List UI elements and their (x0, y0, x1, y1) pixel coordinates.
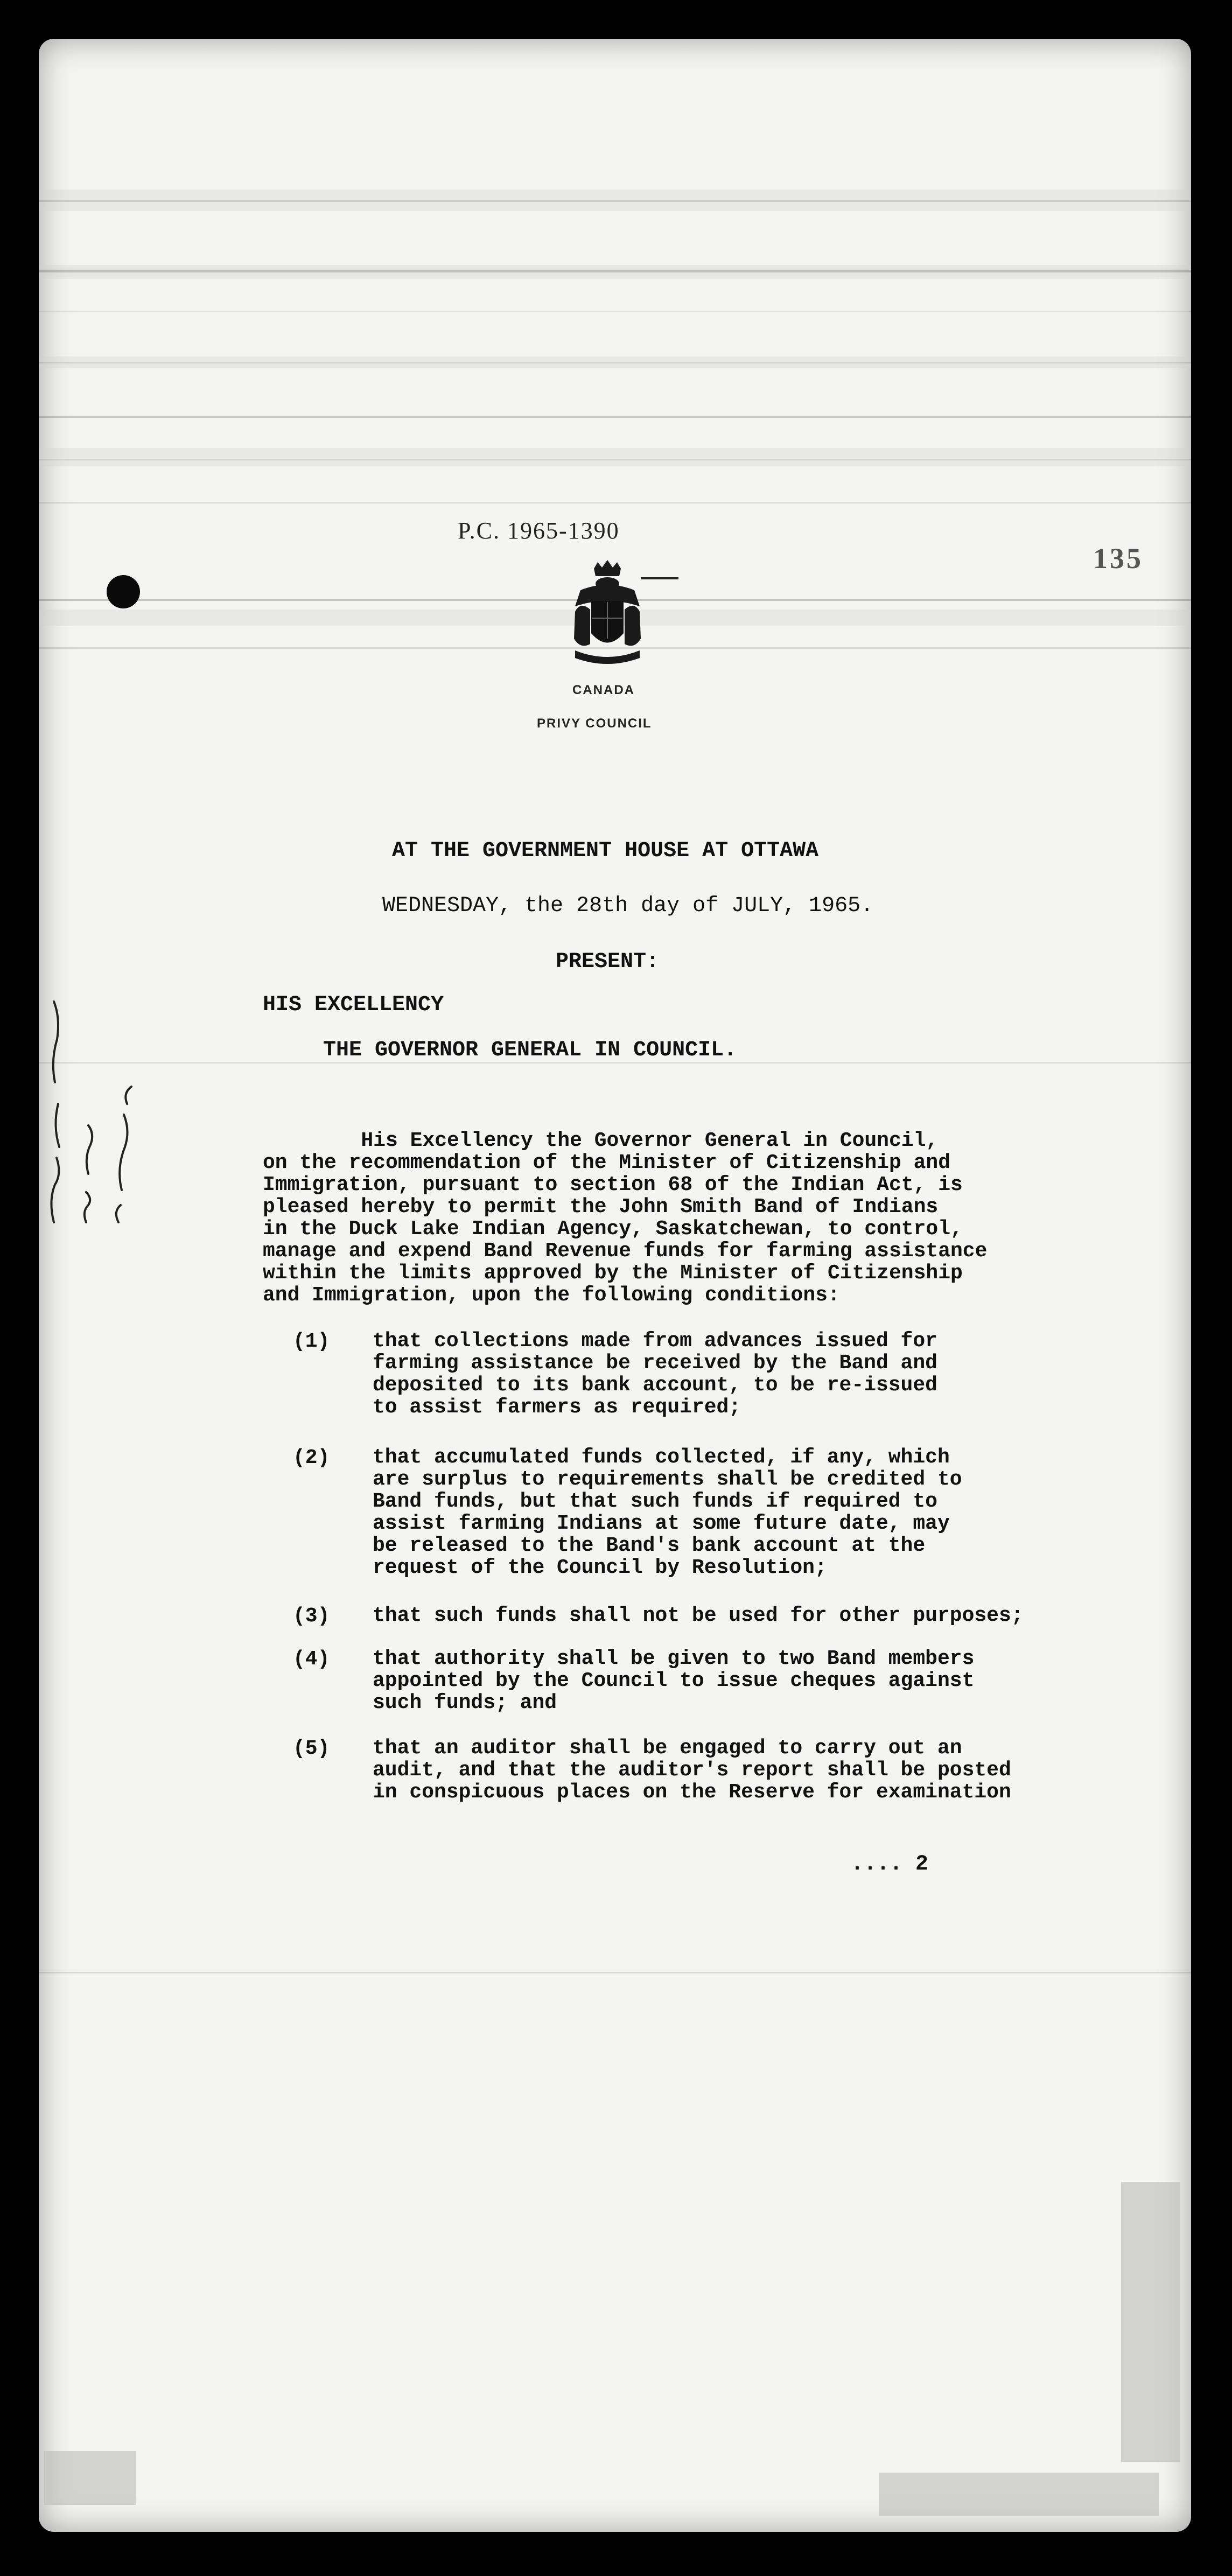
condition-text: that collections made from advances issued for farming assistance be received by the Band and deposited to its bank account, to be re-issued to assist farmers as required; (373, 1329, 937, 1419)
council-label: PRIVY COUNCIL (537, 716, 652, 731)
continued-marker: .... 2 (851, 1852, 929, 1877)
condition-number: (1) (293, 1330, 330, 1353)
condition-text: that authority shall be given to two Band members appointed by the Council to issue cheques against such funds; and (373, 1647, 975, 1714)
paper-tear (879, 2473, 1159, 2516)
crest-label: CANADA (572, 683, 635, 697)
scan-streak (39, 200, 1191, 202)
date-line: WEDNESDAY, the 28th day of JULY, 1965. (382, 894, 874, 918)
condition-number: (2) (293, 1446, 330, 1469)
pc-number: P.C. 1965-1390 (458, 517, 620, 544)
punch-hole (107, 575, 140, 608)
canada-coat-of-arms-icon (564, 558, 650, 671)
present-label: PRESENT: (556, 950, 660, 974)
scan-streak (39, 502, 1191, 503)
scan-streak (39, 311, 1191, 312)
condition-number: (3) (293, 1605, 330, 1628)
condition-text: that accumulated funds collected, if any, which are surplus to requirements shall be credited to Band funds, but that such funds if required to assist farming Indians at some future date, may be released to the Band's bank account at the request of the Council by Resolution; (373, 1446, 962, 1579)
document-heading: AT THE GOVERNMENT HOUSE AT OTTAWA (392, 839, 819, 863)
paper-tear (44, 2451, 136, 2505)
scan-streak (39, 416, 1191, 418)
condition-number: (4) (293, 1648, 330, 1671)
scan-streak (39, 270, 1191, 272)
page-stamp: 135 (1093, 542, 1143, 575)
scan-streak-band (39, 448, 1191, 466)
condition-number: (5) (293, 1737, 330, 1760)
his-excellency: HIS EXCELLENCY (263, 993, 444, 1017)
crest-dash (641, 577, 678, 579)
handwritten-margin-notes (32, 996, 151, 1233)
scan-streak (39, 362, 1191, 363)
scan-streak (39, 459, 1191, 460)
governor-general-line: THE GOVERNOR GENERAL IN COUNCIL. (323, 1038, 737, 1062)
order-body: His Excellency the Governor General in Council, on the recommendation of the Minister of Citizenship and Immigration, pursuant to section 68 of the Indian Act, is pleased hereby to permit the John Smith Band of Indians in the Duck Lake Indian Agency, Saskatchewan, to control, manage and expend Band Revenue funds for farming assistance within the limits approved by the Minister of Citizenship and Immigration, upon the following conditions: (263, 1129, 988, 1307)
condition-text: that such funds shall not be used for other purposes; (373, 1604, 1024, 1627)
condition-text: that an auditor shall be engaged to carry out an audit, and that the auditor's report shall be posted in conspicuous places on the Reserve for examination (373, 1737, 1011, 1804)
scan-streak (39, 1972, 1191, 1973)
paper-tear (1121, 2182, 1180, 2462)
